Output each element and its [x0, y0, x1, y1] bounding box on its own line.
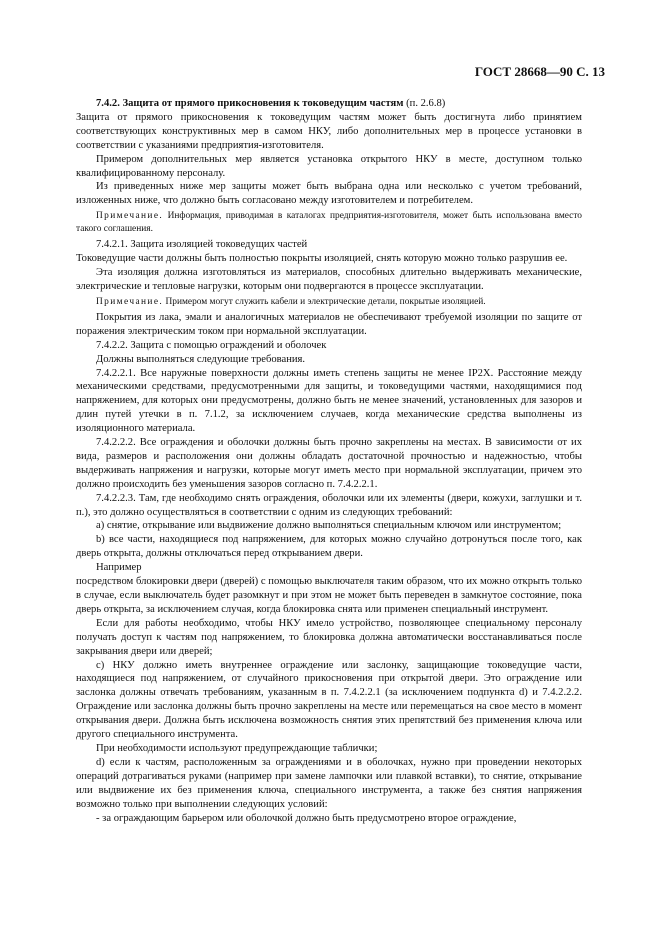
subsection-title-7-4-2-2: 7.4.2.2. Защита с помощью ограждений и оболочек [96, 339, 327, 351]
note-text: Примером могут служить кабели и электрические детали, покрытые изоляцией. [163, 296, 486, 307]
section-heading-text: 7.4.2. Защита от прямого прикосновения к токоведущим частям [96, 98, 404, 109]
clause-7-4-2-2-1: 7.4.2.2.1. Все наружные поверхности должны иметь степень защиты не менее IP2X. Расстояние между механическими средствами, предусмотренными для защиты, и токоведущими частями, находящимися под напряжением, для которых они предусмотрены, должно быть не менее значений, установленных для зазоров и длин путей утечки в п. 7.1.2, за исключением случаев, когда механические средства выполнены из изоляционного материала. [76, 367, 582, 435]
example-label: Например [96, 562, 142, 574]
section-heading-7-4-2 [76, 97, 582, 111]
note-label: Примечание. [96, 296, 164, 307]
paragraph: Из приведенных ниже мер защиты может быть выбрана одна или несколько с учетом требований, изложенных ниже, что должно быть согласовано между изготовителем и потребителем. [76, 181, 582, 207]
list-item-a: а) снятие, открывание или выдвижение должно выполняться специальным ключом или инструментом; [96, 520, 562, 532]
note [76, 210, 582, 236]
paragraph: Покрытия из лака, эмали и аналогичных материалов не обеспечивают требуемой изоляции по защите от поражения электрическим током при нормальной эксплуатации. [76, 311, 582, 337]
dash-item: - за ограждающим барьером или оболочкой должно быть предусмотрено второе ограждение, [96, 812, 517, 824]
list-item-b: b) все части, находящиеся под напряжением, для которых можно случайно дотронуться после того, как дверь открыта, должны отключаться перед открыванием двери. [76, 534, 582, 560]
section-heading-ref: (п. 2.6.8) [403, 98, 446, 109]
page-header: ГОСТ 28668—90 С. 13 [474, 64, 605, 79]
paragraph: Эта изоляция должна изготовляться из материалов, способных длительно выдерживать механические, электрические и тепловые нагрузки, которым они подвергаются в процессе эксплуатации. [76, 267, 582, 292]
note [76, 296, 582, 309]
list-item-c: с) НКУ должно иметь внутреннее ограждение или заслонку, защищающие токоведущие части, находящиеся под напряжением, от случайного прикосновения при открытой двери. Это ограждение или заслонка должны отвечать требованиям, указанным в п. 7.4.2.2.1 (за исключением подпункта d) и 7.4.2.2.2. Ограждение или заслонка должны быть прочно закреплены на месте или перемещаться на свое место в момент открывания двери. Должна быть исключена возможность снятия этих препятствий без применения ключа или другого специального инструмента. [76, 659, 582, 741]
paragraph: Токоведущие части должны быть полностью покрыты изоляцией, снять которую можно только разрушив ее. [76, 253, 568, 265]
clause-7-4-2-2-2: 7.4.2.2.2. Все ограждения и оболочки должны быть прочно закреплены на местах. В зависимости от их вида, размеров и расположения они должны обладать достаточной прочностью и надежностью, чтобы выдерживать напряжения и нагрузки, которые могут иметь место при нормальной эксплуатации, причем это должно происходить без уменьшения зазоров согласно п. 7.4.2.2.1. [76, 437, 582, 490]
paragraph: Примером дополнительных мер является установка открытого НКУ в месте, доступном только квалифицированному персоналу. [76, 153, 582, 179]
paragraph: Защита от прямого прикосновения к токоведущим частям может быть достигнута либо принятием соответствующих конструктивных мер в самом НКУ, либо дополнительных мер в процессе установки в соответствии с указаниями предприятия-изготовителя. [76, 111, 582, 151]
note-text: Информация, приводимая в каталогах предприятия-изготовителя, может быть использована вместо такого соглашения. [76, 211, 582, 235]
paragraph: Должны выполняться следующие требования. [96, 353, 306, 365]
subsection-title-7-4-2-1: 7.4.2.1. Защита изоляцией токоведущих частей [96, 239, 308, 251]
paragraph: При необходимости используют предупреждающие таблички; [96, 742, 378, 754]
clause-7-4-2-2-3: 7.4.2.2.3. Там, где необходимо снять ограждения, оболочки или их элементы (двери, кожухи, заглушки и т. п.), это должно осуществляться в соответствии с одним из следующих требований: [76, 492, 582, 518]
paragraph: посредством блокировки двери (дверей) с помощью выключателя таким образом, что их можно открыть только в случае, если выключатель будет разомкнут и при этом не может быть переведен в замкнутое состояние, пока дверь открыта, за исключением случая, когда блокировка снята или применен специальный инструмент. [76, 576, 582, 615]
document-body [76, 97, 582, 825]
list-item-d: d) если к частям, расположенным за ограждениями и в оболочках, нужно при проведении некоторых операций дотрагиваться руками (например при замене лампочки или плавкой вставки), то снятие, открывание или выдвижение их без применения ключа, специального инструмента, а также без снятия напряжения возможно только при выполнении следующих условий: [76, 756, 582, 810]
note-label: Примечание. [96, 211, 164, 222]
paragraph: Если для работы необходимо, чтобы НКУ имело устройство, позволяющее специальному персоналу получать доступ к частям под напряжением, то блокировка должна автоматически восстанавливаться после закрывания двери или дверей; [76, 617, 582, 657]
